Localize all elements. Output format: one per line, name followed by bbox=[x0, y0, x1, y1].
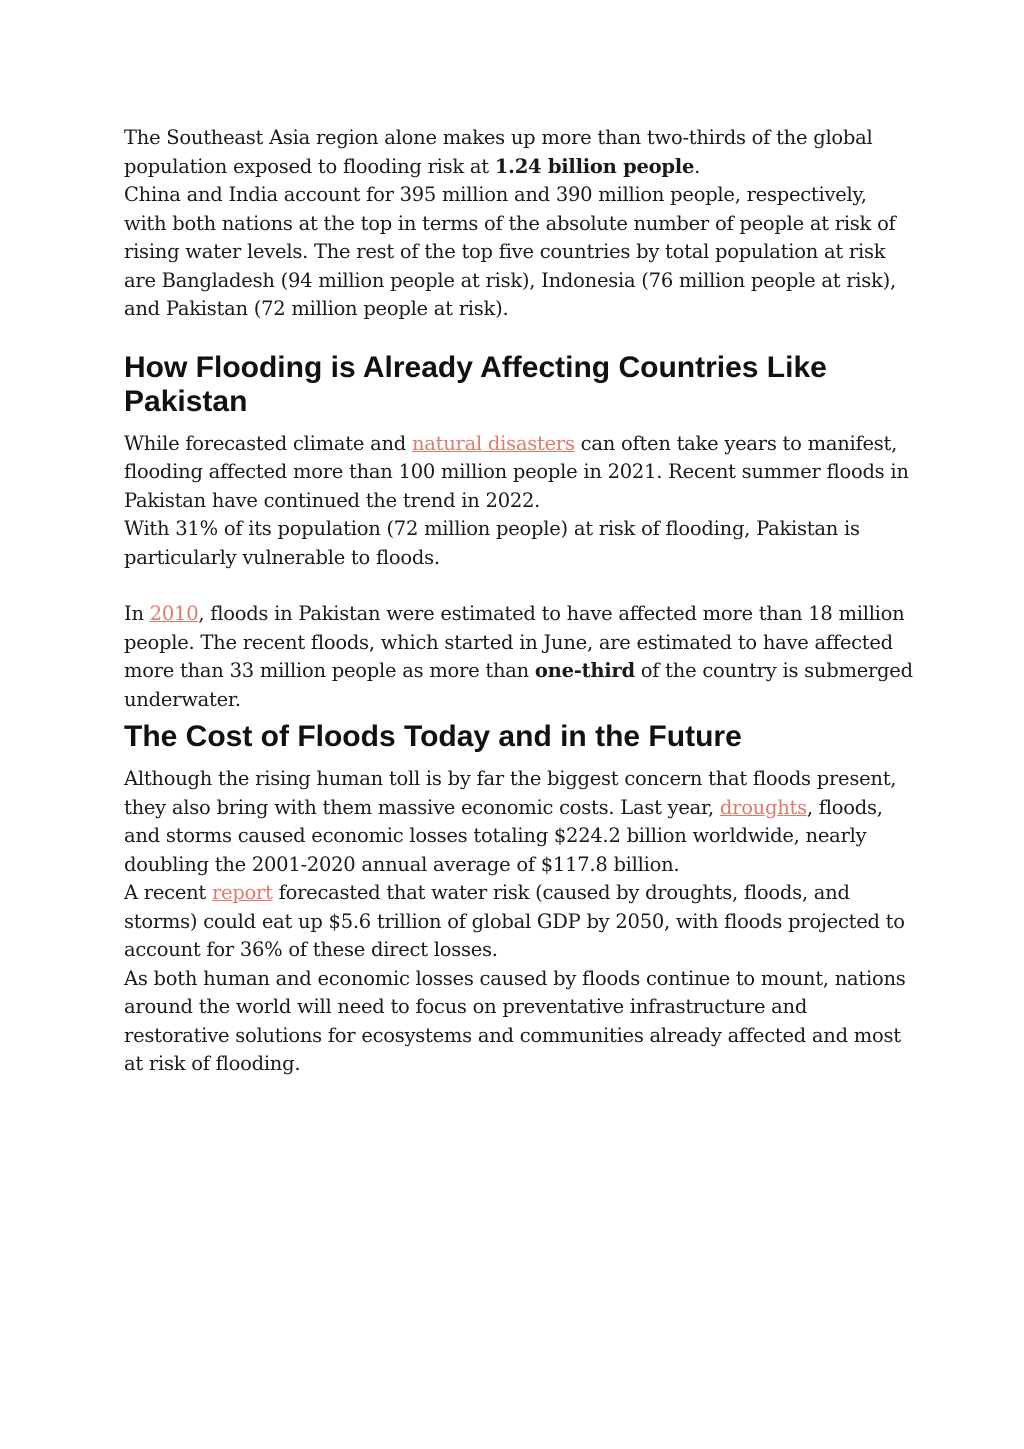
cost-p2-rest: forecasted that water risk (caused by droughts, floods, and storms) could eat up $5.6 trillion of global GDP by 2050, with floods projected to account for 36% of these direct losses. bbox=[124, 881, 905, 961]
year-2010-link[interactable]: 2010 bbox=[149, 602, 199, 625]
pakistan-paragraph-1 bbox=[124, 430, 914, 516]
pakistan-p3-text: In bbox=[124, 602, 150, 625]
intro-p1-text: The Southeast Asia region alone makes up more than two-thirds of the global population exposed to flooding risk at bbox=[124, 126, 873, 178]
cost-p2-text: A recent bbox=[124, 881, 212, 904]
cost-p1-text: Although the rising human toll is by far the biggest concern that floods present, they also bring with them massive economic costs. Last year, bbox=[124, 767, 897, 819]
pakistan-p1-rest: can often take years to manifest, flooding affected more than 100 million people in 2021. Recent summer floods in Pakistan have continued the trend in 2022. bbox=[124, 431, 909, 512]
natural-disasters-link[interactable]: natural disasters bbox=[411, 431, 575, 455]
droughts-link[interactable]: droughts bbox=[719, 795, 807, 819]
cost-paragraph-3: As both human and economic losses caused by floods continue to mount, nations around the world will need to focus on preventative infrastructure and restorative solutions for ecosystems and communities already affected and most at risk of flooding. bbox=[124, 966, 906, 1075]
intro-paragraph-1 bbox=[124, 124, 914, 181]
cost-paragraph-2 bbox=[124, 879, 914, 965]
intro-p1-end: . bbox=[694, 154, 701, 178]
intro-p1-bold: 1.24 billion people bbox=[494, 154, 695, 178]
pakistan-p1-text: While forecasted climate and bbox=[124, 431, 412, 455]
pakistan-p3-middle: , floods in Pakistan were estimated to have affected more than 18 million people. The recent floods, which started in June, are estimated to have affected more than 33 million people as more than bbox=[124, 602, 905, 682]
pakistan-p3-bold: one-third bbox=[534, 659, 635, 682]
cost-p1-rest: , floods, and storms caused economic losses totaling $224.2 billion worldwide, nearly doubling the 2001-2020 annual average of $117.8 billion. bbox=[124, 795, 883, 876]
section-heading-pakistan: How Flooding is Already Affecting Countries Like Pakistan bbox=[124, 350, 827, 418]
intro-paragraph-2: China and India account for 395 million and 390 million people, respectively, with both nations at the top in terms of the absolute number of people at risk of rising water levels. The rest of the top five countries by total population at risk are Bangladesh (94 million people at risk), Indonesia (76 million people at risk), and Pakistan (72 million people at risk). bbox=[124, 183, 896, 320]
section-heading-cost: The Cost of Floods Today and in the Future bbox=[124, 720, 742, 753]
report-link[interactable]: report bbox=[211, 881, 273, 904]
pakistan-paragraph-2: With 31% of its population (72 million people) at risk of flooding, Pakistan is particularly vulnerable to floods. bbox=[124, 517, 860, 569]
document-page bbox=[124, 124, 914, 1079]
pakistan-paragraph-3 bbox=[124, 600, 914, 714]
cost-paragraph-1 bbox=[124, 765, 914, 879]
pakistan-p3-end: of the country is submerged underwater. bbox=[124, 659, 913, 711]
